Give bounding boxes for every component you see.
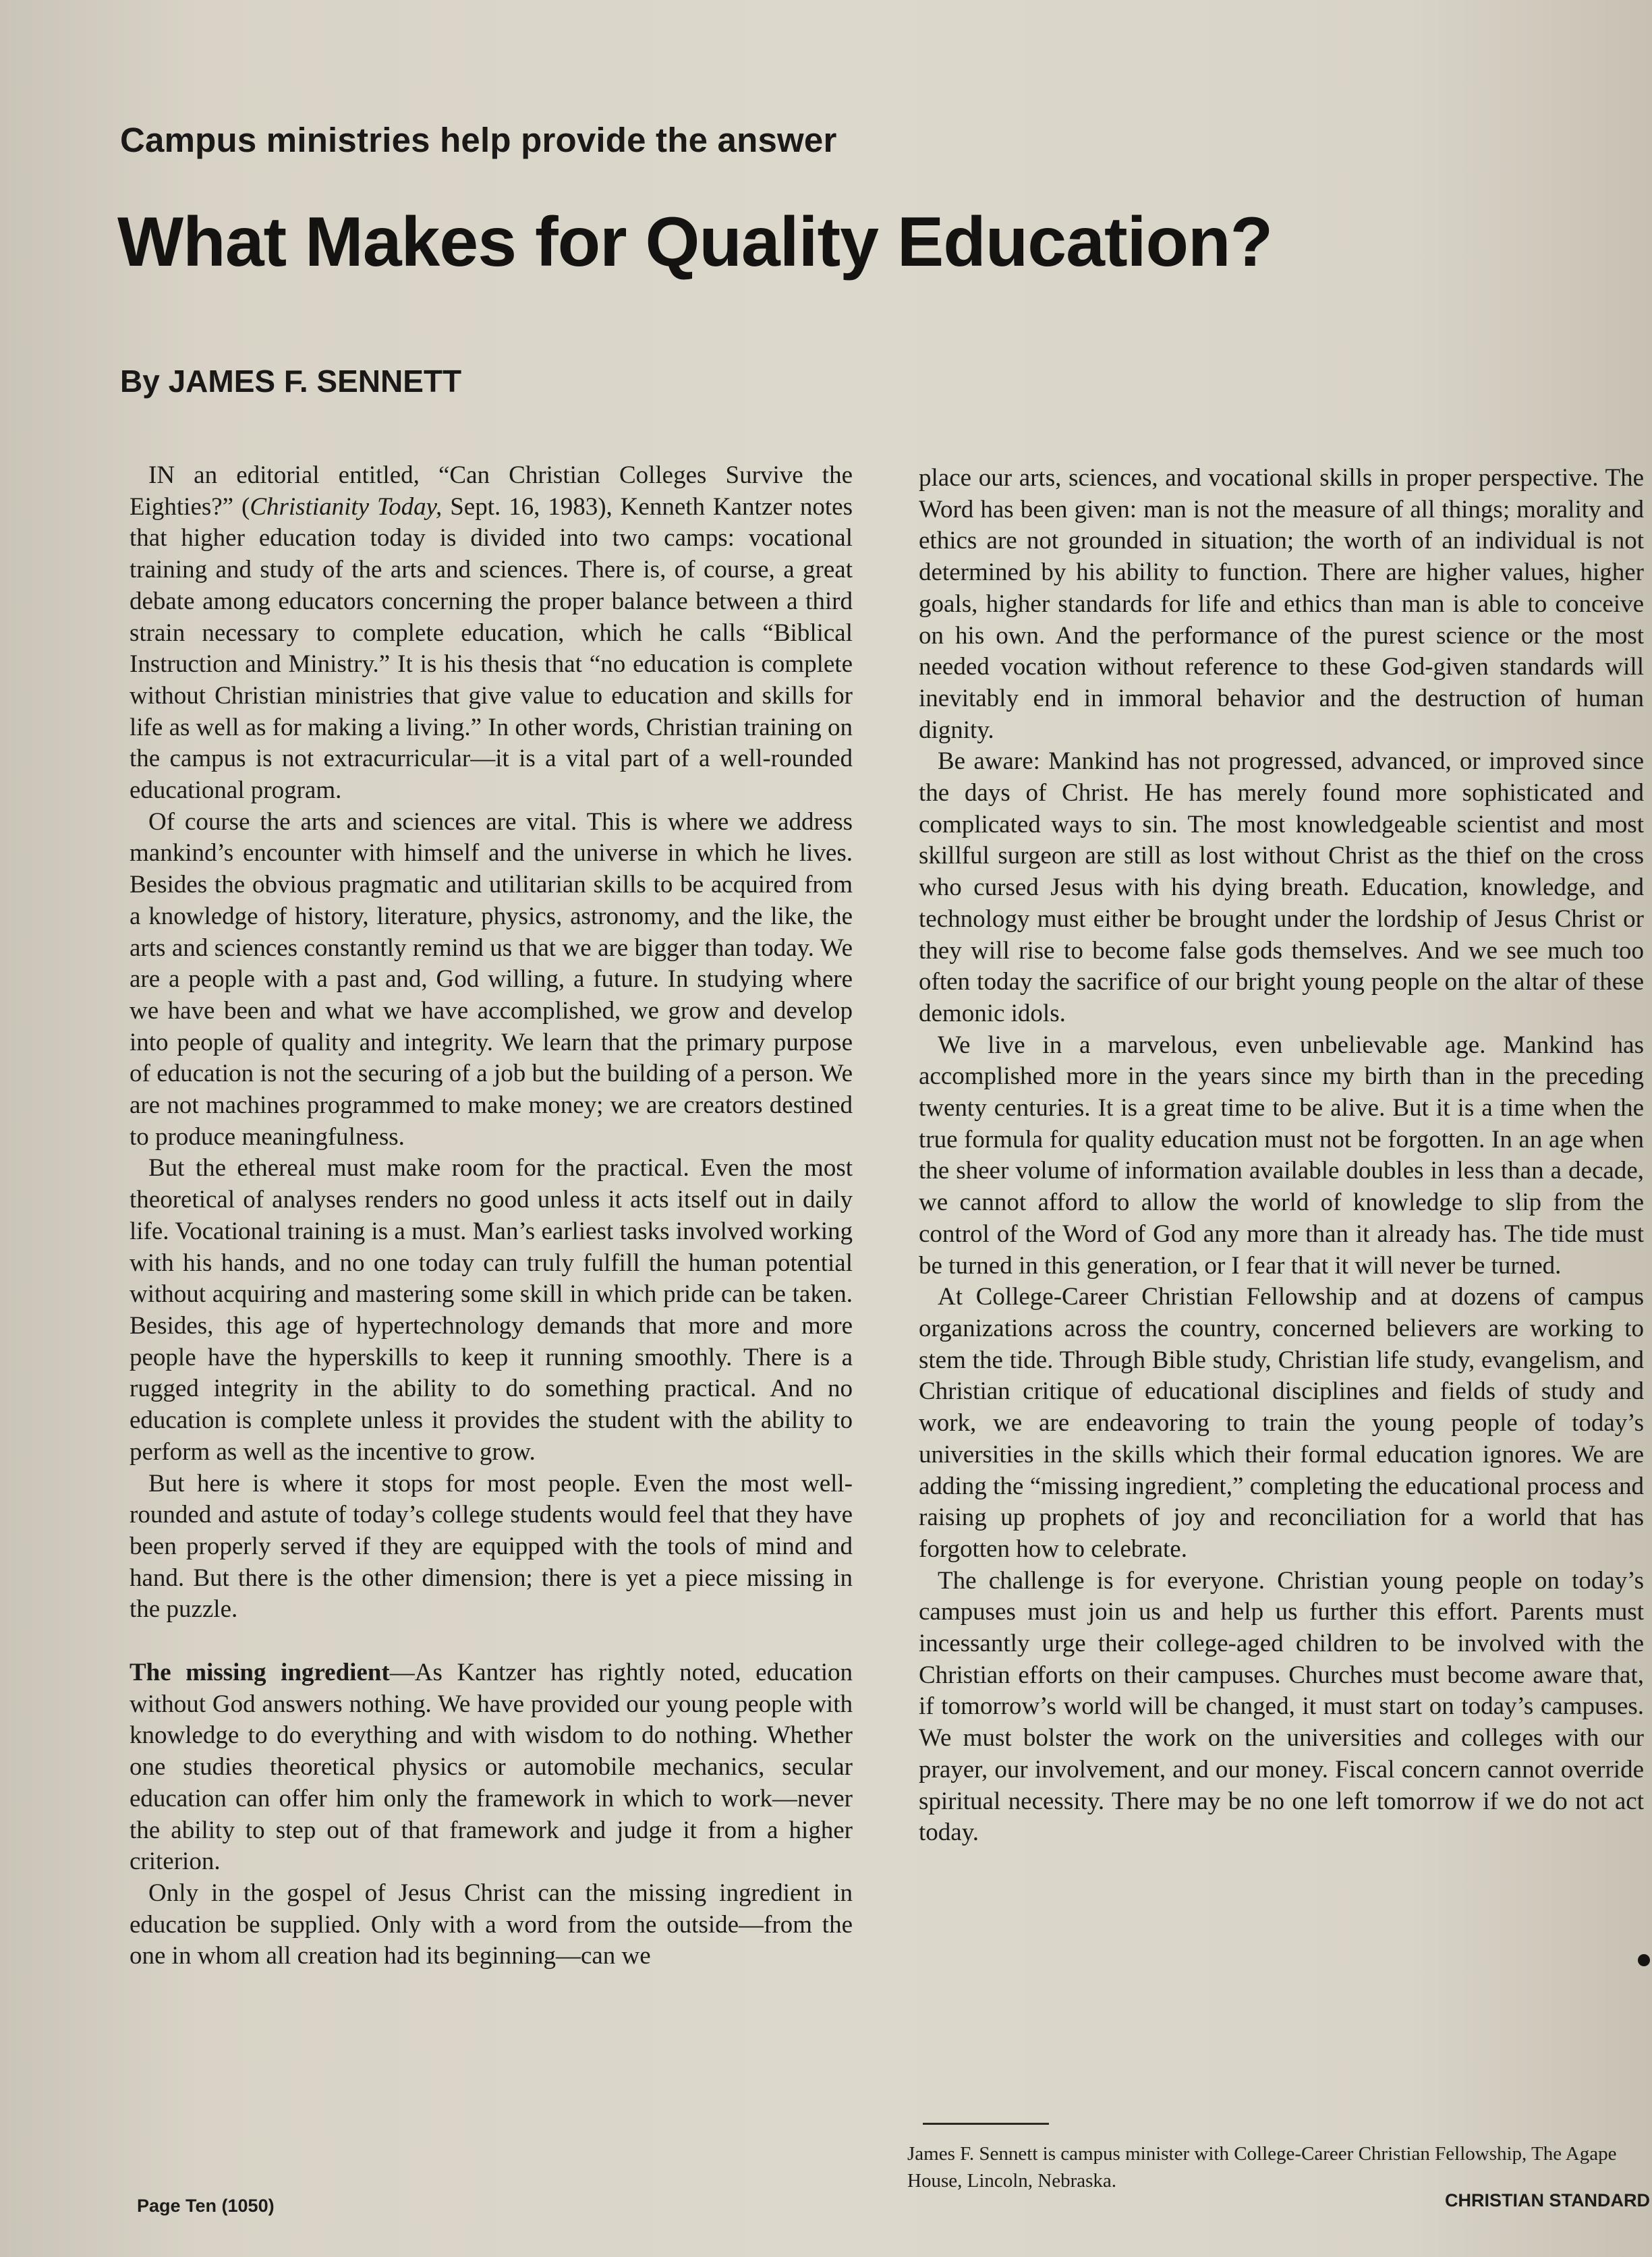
paragraph: But the ethereal must make room for the practical. Even the most theoretical of analyses renders no good unless it acts itself out in daily life. Vocational training is a must. Man’s earliest tasks involved working with his hands, and no one today can truly fulfill the human potential without acquiring and mastering some skill in which pride can be taken. Besides, this age of hypertechnology demands that more and more people have the hyperskills to keep it running smoothly. There is a rugged integrity in the ability to do something practical. And no education is complete unless it provides the student with the ability to perform as well as the incentive to grow. [130,1154,853,1466]
author-bio: James F. Sennett is campus minister with College-Career Christian Fellowship, The Agape House, Lincoln, Nebraska. [907,2143,1617,2192]
paragraph: The challenge is for everyone. Christian young people on today’s campuses must join us and help us further this effort. Parents must incessantly urge their college-aged children to be involved with the Christian efforts on their campuses. Churches must become aware that, if tomorrow’s world will be changed, it must start on today’s campuses. We must bolster the work on the universities and colleges with our prayer, our involvement, and our money. Fiscal concern cannot override spiritual necessity. There may be no one left tomorrow if we do not act today. [919,1566,1644,1847]
paragraph: But here is where it stops for most people. Even the most well-rounded and astute of today’s college students would feel that they have been properly served if they are equipped with the tools of mind and hand. But there is the other dimension; there is yet a piece missing in the puzzle. [130,1469,853,1624]
paragraph-text: —As Kantzer has rightly noted, education without God answers nothing. We have provided our young people with knowledge to do everything and with wisdom to do nothing. Whether one studies theoretical physics or automobile mechanics, secular education can offer him only the framework in which to work—never the ability to step out of that framework and judge it from a higher criterion. [130,1659,853,1876]
paragraph: Only in the gospel of Jesus Christ can the missing ingredient in education be supplied. Only with a word from the outside—from the one in whom all creation had its beginning—can we [130,1879,853,1970]
page-number: Page Ten (1050) [137,2196,275,2216]
citation-title: Christianity Today, [250,492,443,521]
paragraph: Of course the arts and sciences are vital. This is where we address mankind’s encounter with himself and the universe in which he lives. Besides the obvious pragmatic and utilitarian skills to be acquired from a knowledge of history, literature, physics, astronomy, and the like, the arts and sciences constantly remind us that we are bigger than today. We are a people with a past and, God willing, a future. In studying where we have been and what we have accomplished, we grow and develop into people of quality and integrity. We learn that the primary purpose of education is not the securing of a job but the building of a person. We are not machines programmed to make money; we are creators destined to produce meaningfulness. [130,807,853,1151]
article-headline: What Makes for Quality Education? [117,203,1273,281]
paragraph: We live in a marvelous, even unbelievable age. Mankind has accomplished more in the years since my birth than in the preceding twenty centuries. It is a great time to be alive. But it is a time when the true formula for quality education must not be forgotten. In an age when the sheer volume of information available doubles in less than a decade, we cannot afford to allow the world of knowledge to slip from the control of the Word of God any more than it already has. The tide must be turned in this generation, or I fear that it will never be turned. [919,1031,1644,1280]
paragraph-text: Sept. 16, 1983), Kenneth Kantzer notes that higher education today is divided into two camps: vocational training and study of the arts and sciences. There is, of course, a great debate among educators concerning the proper balance between a third strain necessary to complete education, which he calls “Biblical Instruction and Ministry.” It is his thesis that “no education is complete without Christian ministries that give value to education and skills for life as well as for making a living.” In other words, Christian training on the campus is not extracurricular—it is a vital part of a well-rounded educational program. [130,492,853,805]
right-column [919,463,1644,1849]
paragraph: At College-Career Christian Fellowship and at dozens of campus organizations across the country, concerned believers are working to stem the tide. Through Bible study, Christian life study, evangelism, and Christian critique of educational disciplines and fields of study and work, we are endeavoring to train the young people of today’s universities in the skills which their formal education ignores. We are adding the “missing ingredient,” completing the educational process and raising up prophets of joy and reconciliation for a world that has forgotten how to celebrate. [919,1283,1644,1563]
footnote-divider [923,2123,1049,2125]
paragraph-text: IN an editorial entitled, “Can Christian Colleges Survive the Eighties?” ( [130,461,853,521]
left-column [130,460,853,1972]
paragraph [130,1657,853,1878]
section-subhead: The missing ingredient [130,1659,390,1687]
paragraph: Be aware: Mankind has not progressed, advanced, or improved since the days of Christ. He has merely found more sophisticated and complicated ways to sin. The most knowledgeable scientist and most skillful surgeon are still as lost without Christ as the thief on the cross who cursed Jesus with his dying breath. Education, knowledge, and technology must either be brought under the lordship of Jesus Christ or they will rise to become false gods themselves. And we see much too often today the sacrifice of our bright young people on the altar of these demonic idols. [919,747,1644,1027]
paragraph: place our arts, sciences, and vocational skills in proper perspective. The Word has been given: man is not the measure of all things; morality and ethics are not grounded in situation; the worth of an individual is not determined by his ability to function. There are higher values, higher goals, higher standards for life and ethics than man is able to conceive on his own. And the performance of the purest science or the most needed vocation without reference to these God-given standards will inevitably end in immoral behavior and the destruction of human dignity. [919,464,1644,744]
publication-name: CHRISTIAN STANDARD [1445,2190,1650,2210]
end-of-article-bullet-icon [1638,1954,1650,1966]
article-byline: By JAMES F. SENNETT [120,364,462,399]
article-kicker: Campus ministries help provide the answer [120,121,837,159]
paragraph [130,460,853,807]
